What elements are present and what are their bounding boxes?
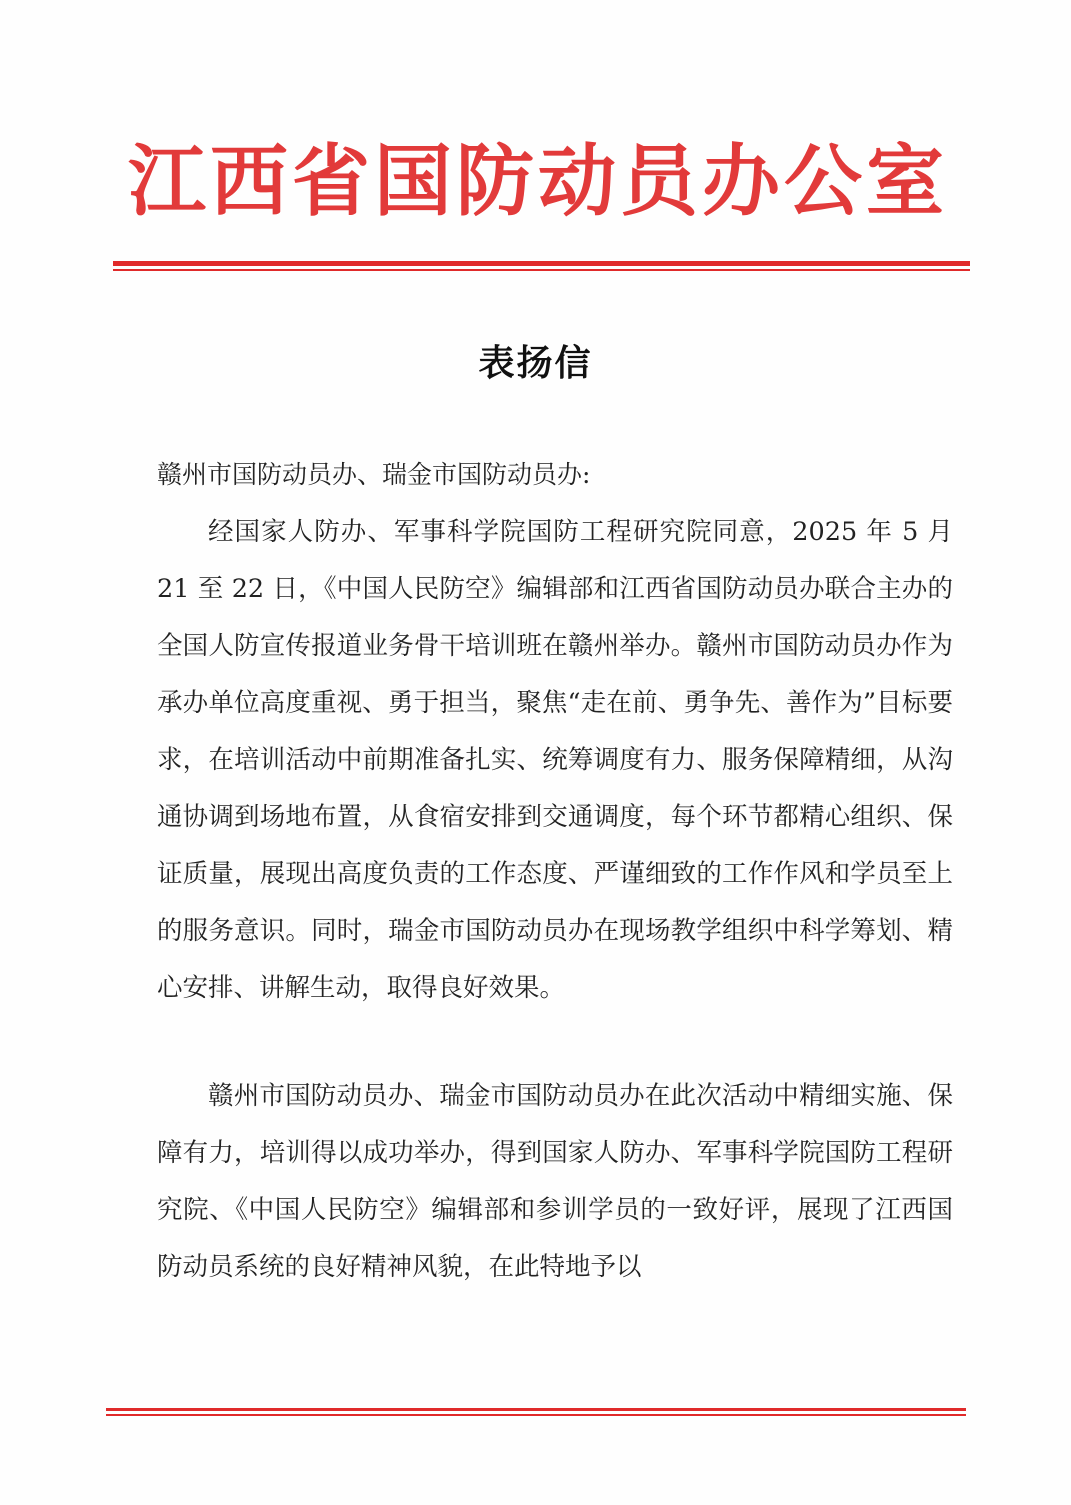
body-paragraph-2: 赣州市国防动员办、瑞金市国防动员办在此次活动中精细实施、保障有力，培训得以成功举办，得到国家人防办、军事科学院国防工程研究院、《中国人民防空》编辑部和参训学员的一致好评，展现了江西国防动员系统的良好精神风貌，在此特地予以 (157, 1081, 953, 1282)
footer-rule-thick (106, 1408, 966, 1411)
salutation: 赣州市国防动员办、瑞金市国防动员办: (157, 460, 591, 489)
letterhead-rule-thick (113, 261, 970, 266)
letterhead-rule-thin (113, 269, 970, 271)
footer-rule-thin (106, 1414, 966, 1416)
body-paragraph-1: 经国家人防办、军事科学院国防工程研究院同意，2025 年 5 月 21 至 22 日，《中国人民防空》编辑部和江西省国防动员办联合主办的全国人防宣传报道业务骨干培训班在赣州举办。赣州市国防动员办作为承办单位高度重视、勇于担当，聚焦“走在前、勇争先、善作为”目标要求，在培训活动中前期准备扎实、统筹调度有力、服务保障精细，从沟通协调到场地布置，从食宿安排到交通调度，每个环节都精心组织、保证质量，展现出高度负责的工作态度、严谨细致的工作作风和学员至上的服务意识。同时，瑞金市国防动员办在现场教学组织中科学筹划、精心安排、讲解生动，取得良好效果。 (157, 517, 953, 1003)
document-title: 表扬信 (478, 342, 593, 384)
letterhead-org-name: 江西省国防动员办公室 (127, 137, 948, 227)
